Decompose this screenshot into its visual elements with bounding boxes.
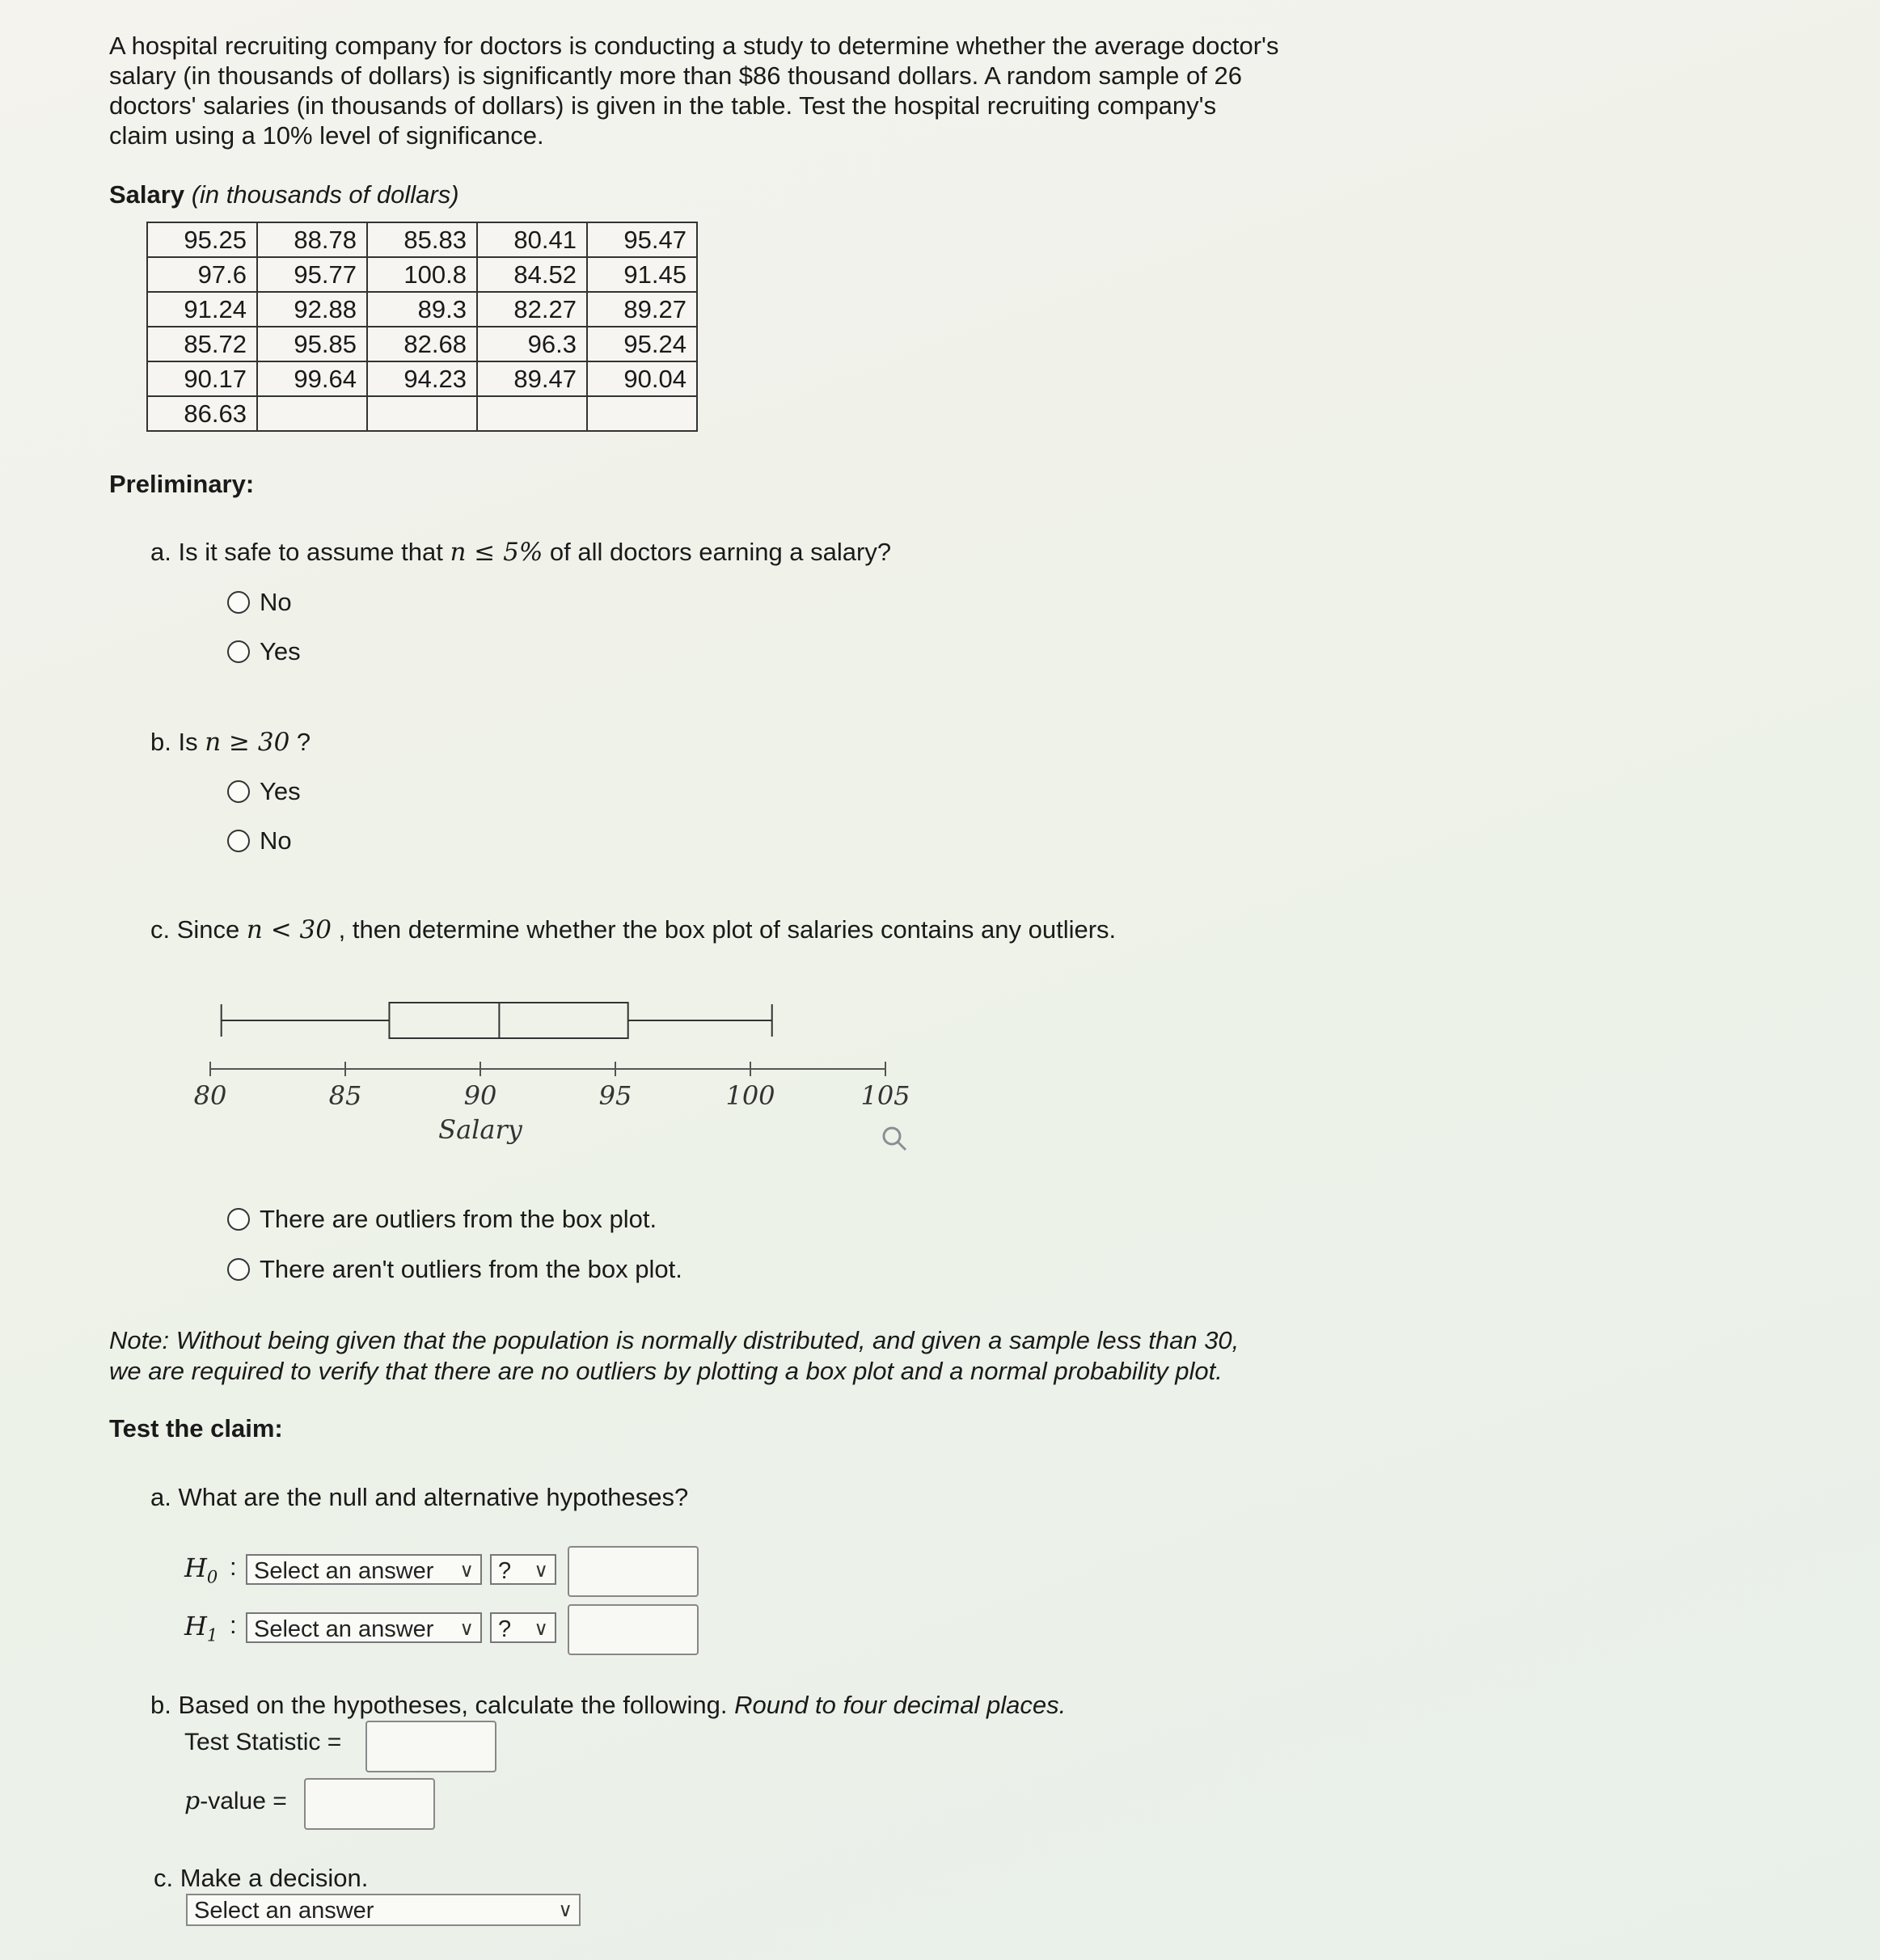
select-value: ? (498, 1558, 512, 1584)
test-question-a: a. What are the null and alternative hypotheses? (150, 1483, 689, 1511)
problem-line-4: claim using a 10% level of significance. (109, 121, 544, 150)
table-cell: 85.83 (367, 222, 477, 257)
h1-colon: : (230, 1611, 237, 1639)
table-row (147, 327, 697, 361)
qb-italic: Round to four decimal places. (734, 1691, 1067, 1719)
h0-parameter-select[interactable] (246, 1554, 482, 1585)
h1-parameter-select[interactable] (246, 1612, 482, 1643)
chevron-down-icon: ∨ (459, 1618, 474, 1640)
chevron-down-icon: ∨ (558, 1899, 572, 1921)
decision-select[interactable] (186, 1894, 581, 1926)
table-cell: 97.6 (147, 257, 257, 292)
h0-letter: H (184, 1552, 207, 1583)
table-cell: 96.3 (477, 327, 587, 361)
table-caption-bold: Salary (109, 180, 192, 209)
chevron-down-icon: ∨ (534, 1560, 548, 1582)
table-cell: 91.45 (587, 257, 697, 292)
table-row (147, 396, 697, 431)
table-cell: 88.78 (257, 222, 367, 257)
test-statistic-input[interactable] (365, 1721, 496, 1772)
table-cell: 89.3 (367, 292, 477, 327)
prelim-qb-math: n ≥ 30 (205, 728, 290, 757)
outliers-option-yes[interactable] (227, 1205, 657, 1234)
salary-table (146, 222, 698, 432)
table-cell: 84.52 (477, 257, 587, 292)
test-question-c: c. Make a decision. (154, 1864, 369, 1892)
prelim-qa-prefix: a. Is it safe to assume that (150, 538, 450, 566)
prelim-a-option-yes[interactable] (227, 637, 301, 666)
radio-button[interactable] (227, 1258, 250, 1281)
note-line-2: we are required to verify that there are no outliers by plotting a box plot and a normal probability plot. (109, 1357, 1223, 1385)
h0-value-input[interactable] (568, 1546, 699, 1597)
p-value-label (184, 1787, 287, 1815)
x-tick-label: 100 (725, 1080, 775, 1111)
prelim-qc-math: n < 30 (246, 915, 332, 944)
qb-prefix: b. Based on the hypotheses, calculate the following. (150, 1691, 735, 1719)
table-cell: 95.85 (257, 327, 367, 361)
prelim-b-option-no[interactable] (227, 826, 292, 855)
select-value: Select an answer (254, 1558, 434, 1584)
x-tick-label: 95 (598, 1080, 632, 1111)
h1-label (184, 1611, 218, 1645)
prelim-question-c (150, 915, 1444, 945)
test-question-b (150, 1690, 1444, 1720)
problem-line-2: salary (in thousands of dollars) is significantly more than $86 thousand dollars. A random sample of 26 (109, 61, 1242, 90)
table-cell: 90.04 (587, 361, 697, 396)
x-tick-label: 90 (463, 1080, 497, 1111)
h0-label (184, 1552, 218, 1586)
table-cell: 95.77 (257, 257, 367, 292)
table-cell: 85.72 (147, 327, 257, 361)
problem-line-3: doctors' salaries (in thousands of dollars) is given in the table. Test the hospital recruiting company's (109, 91, 1217, 120)
option-label: No (260, 826, 292, 855)
table-cell: 95.47 (587, 222, 697, 257)
table-caption-italic: (in thousands of dollars) (191, 180, 459, 209)
h1-value-input[interactable] (568, 1604, 699, 1655)
preliminary-heading: Preliminary: (109, 470, 255, 498)
table-cell (257, 396, 367, 431)
table-cell (477, 396, 587, 431)
select-value: ? (498, 1616, 512, 1642)
p-value-input[interactable] (304, 1778, 435, 1830)
h0-subscript: 0 (206, 1567, 218, 1587)
table-row (147, 257, 697, 292)
note-line-1: Note: Without being given that the population is normally distributed, and given a sample less than 30, (109, 1326, 1240, 1354)
x-axis-label: Salary (438, 1114, 522, 1145)
table-cell: 91.24 (147, 292, 257, 327)
problem-line-1: A hospital recruiting company for doctors is conducting a study to determine whether the average doctor's (109, 32, 1279, 60)
table-cell: 100.8 (367, 257, 477, 292)
test-heading: Test the claim: (109, 1414, 283, 1443)
prelim-qc-suffix: , then determine whether the box plot of salaries contains any outliers. (332, 915, 1117, 944)
radio-button[interactable] (227, 780, 250, 803)
test-statistic-label: Test Statistic = (184, 1729, 342, 1755)
option-label: Yes (260, 637, 301, 665)
x-tick-label: 80 (193, 1080, 227, 1111)
table-caption (109, 180, 1403, 209)
prelim-a-option-no[interactable] (227, 588, 292, 617)
table-cell: 94.23 (367, 361, 477, 396)
select-value: Select an answer (254, 1616, 434, 1642)
table-cell: 89.47 (477, 361, 587, 396)
table-cell: 90.17 (147, 361, 257, 396)
table-cell: 95.25 (147, 222, 257, 257)
prelim-qa-suffix: of all doctors earning a salary? (543, 538, 892, 566)
x-tick-label: 105 (860, 1080, 910, 1111)
radio-button[interactable] (227, 830, 250, 852)
table-cell: 92.88 (257, 292, 367, 327)
prelim-qa-math: n ≤ 5% (450, 538, 543, 567)
h1-subscript: 1 (206, 1625, 218, 1645)
h1-letter: H (184, 1611, 207, 1641)
option-label: There are outliers from the box plot. (260, 1205, 657, 1233)
option-label: Yes (260, 777, 301, 805)
h0-colon: : (230, 1552, 237, 1581)
table-cell: 89.27 (587, 292, 697, 327)
chevron-down-icon: ∨ (459, 1560, 474, 1582)
table-cell: 80.41 (477, 222, 587, 257)
table-cell: 82.68 (367, 327, 477, 361)
table-row (147, 292, 697, 327)
table-cell (587, 396, 697, 431)
radio-button[interactable] (227, 591, 250, 614)
option-label: No (260, 588, 292, 616)
prelim-b-option-yes[interactable] (227, 777, 301, 806)
prelim-question-b (150, 727, 1444, 758)
option-label: There aren't outliers from the box plot. (260, 1255, 682, 1283)
table-row (147, 222, 697, 257)
h0-operator-select[interactable] (490, 1554, 556, 1585)
prelim-question-a (150, 537, 1444, 568)
outliers-option-no[interactable] (227, 1255, 682, 1284)
select-value: Select an answer (194, 1898, 374, 1924)
zoom-icon[interactable] (880, 1124, 912, 1156)
table-cell: 82.27 (477, 292, 587, 327)
x-tick-label: 85 (328, 1080, 362, 1111)
table-cell: 95.24 (587, 327, 697, 361)
p-letter: p (184, 1787, 201, 1815)
prelim-qc-prefix: c. Since (150, 915, 247, 944)
table-row (147, 361, 697, 396)
radio-button[interactable] (227, 640, 250, 663)
chevron-down-icon: ∨ (534, 1618, 548, 1640)
prelim-qb-suffix: ? (289, 728, 311, 756)
h1-operator-select[interactable] (490, 1612, 556, 1643)
table-cell (367, 396, 477, 431)
box-plot-chart (162, 978, 970, 1172)
iqr-box (389, 1003, 627, 1038)
prelim-qb-prefix: b. Is (150, 728, 205, 756)
table-cell: 86.63 (147, 396, 257, 431)
table-cell: 99.64 (257, 361, 367, 396)
p-rest: -value = (200, 1788, 287, 1814)
radio-button[interactable] (227, 1208, 250, 1231)
